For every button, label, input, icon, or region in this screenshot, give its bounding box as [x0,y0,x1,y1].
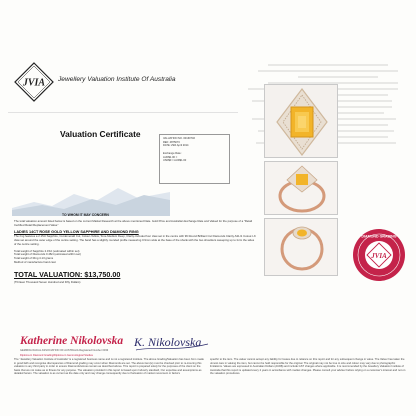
signature-block [20,335,202,358]
seal-top-text: DIAMOND GRADING [361,234,397,239]
stat-line: Total weight of Sapphire 2.15ct (estimated within set) [14,248,80,253]
reference-line: USD$0 = AUD$1.00 [163,159,187,163]
stat-line: Total weight of Ring 4.13 grams [14,256,54,261]
logo-letters: JVIA [22,77,46,89]
item-title: LADIES 14CT ROSE GOLD YELLOW SAPPHIRE AND DIAMOND RING [14,229,139,234]
footer-disclaimer-right: specific to the item. The valuer cannot accept any liability for losses due to reliance on this report and for any subsequent change in value. The Valuer has taken the utmost care in valuing the item, but cannot be held responsible for the original. The original may not be true to size and colour may vary due to photographic limitations. Values are expressed in Australian Dollars (AUD$) and include GST charges where applicable. It is recommended by the Jewellery Valuation Institute of Australia that this report is updated every 2 years in accordance with market changes. Please consult your adviser before relying on a customer's interest and not on the valuation procedures. [210,358,406,375]
valuer-credentials: GEMMOLOGICAL ASSOCIATION OF AUSTRALIA Registered Number 0033 [20,349,109,352]
ring-top-view-photo [264,84,338,158]
total-valuation: TOTAL VALUATION: $13,750.00 [14,270,121,280]
certificate-title: Valuation Certificate [60,129,141,139]
reference-line: DATE: 29th April 2014 [163,144,189,148]
total-valuation-words: (Thirteen Thousand Seven Hundred and Fifty Dollars) [14,280,81,285]
signature-scrawl: K. Nikolovska [134,335,202,349]
valuation-text [14,213,256,284]
institute-name: Jewellery Valuation Institute Of Australia [58,76,176,83]
reference-line: VALUATION NO. 00160746 [163,137,195,140]
ring-side-view-photo [264,161,338,215]
ring-angle-view-photo [264,218,338,276]
reference-line: Exchange Rate: [163,151,182,155]
jvia-logo-icon [14,62,54,102]
reference-line: REF: 4875073 [163,140,180,144]
stat-line: Method of manufacture hand cast [14,260,56,265]
intro-paragraph: The total valuation amount listed below is based on the current Market Research at the above mentioned Date. Gold Price and Australian Exchange Rate and Valued for the purpose of a "Retail Certified Retail Replacement Value" [14,219,253,227]
handwritten-signature [132,329,214,355]
reference-box [159,134,230,184]
footer-disclaimer-left: The "Jewellery Valuation Institute of Australia" is a registered business name and is not a registered institute. The above Grading/Valuation has been from made in good faith and recognise discrepancies of Diamond grading may occur when Diamonds are set. The above item(s) must be checked prior to re-insuring this valuation is any third party in order to ensure Diamonds/stones remain as described above. This report is prepared solely for the purposes of the client on the basis that we not make as to fitness for any purpose. The valuation provided in this report is based upon Industry standard, Our expertise and assumptions as detailed herein. The valuation is as current as the date only and may change consequently due to fluctuation of market movement or factors [14,358,204,375]
to-whom-heading: TO WHOM IT MAY CONCERN [62,213,109,217]
stat-line: Total weight of Diamonds 0.48ct (estimated within set) [14,252,81,257]
diamond-grading-seal-icon [352,228,406,282]
valuer-diploma: Diploma in Diamond Grading/Diploma in Gemmological Studies [20,354,93,358]
mountain-ribbon-graphic [12,182,170,216]
certificate-body [8,58,260,358]
item-description: The ring features a 2.15ct Sapphire, Cut-Emerald Cut, Colour-Yellow, Tone-Medium Deep, Clarity-included four claw set in the centre with 96 Round Brilliant Cut Diamonds Clarity-SI2-I1 Colour-I-K claw set around the outer edge of the centre setting. The band has a slightly rounded profile measuring 0.9mm wide at the base of the shank with the two shoulders sweeping up to form the sides of the centre setting. [14,233,256,246]
valuer-name: Katherine Nikolovska [20,335,124,347]
seal-center-text: JVIA [371,252,387,260]
item-stats [14,250,256,266]
reference-line: AUD$1.00 = [163,155,178,159]
